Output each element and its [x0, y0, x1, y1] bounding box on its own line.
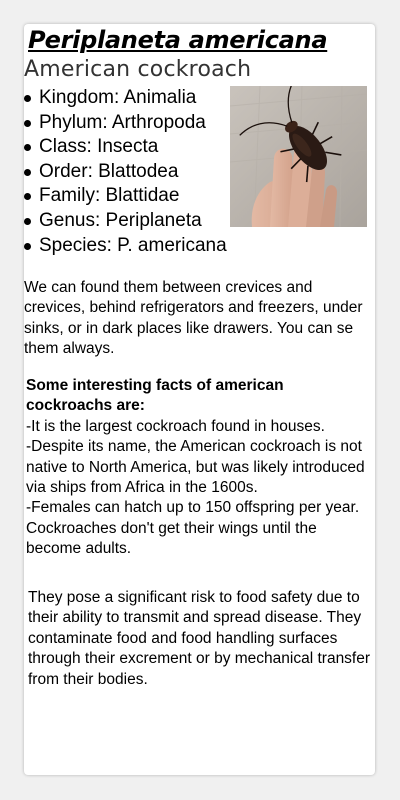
common-name-subtitle: American cockroach: [24, 57, 252, 82]
cockroach-photo: [230, 86, 367, 227]
taxonomy-genus: Genus: Periplaneta: [24, 209, 227, 234]
taxonomy-family: Family: Blattidae: [24, 184, 227, 209]
fact-item: -It is the largest cockroach found in houses.: [26, 417, 325, 435]
taxonomy-order: Order: Blattodea: [24, 160, 227, 185]
facts-section: [26, 376, 371, 560]
taxonomy-list: [24, 86, 227, 258]
taxonomy-kingdom: Kingdom: Animalia: [24, 86, 227, 111]
scientific-name-title: Periplaneta americana: [28, 26, 328, 54]
fact-item: -Despite its name, the American cockroach is not native to North America, but was likely introduced via ships from Africa in the 1600s.: [26, 438, 365, 497]
taxonomy-phylum: Phylum: Arthropoda: [24, 111, 227, 136]
info-card: [24, 24, 375, 775]
taxonomy-species: Species: P. americana: [24, 234, 227, 259]
habitat-paragraph: We can found them between crevices and crevices, behind refrigerators and freezers, under sinks, or in dark places like drawers. You can se them always.: [24, 279, 363, 358]
taxonomy-class: Class: Insecta: [24, 135, 227, 160]
facts-heading: Some interesting facts of american cockroachs are:: [26, 377, 284, 415]
fact-item: -Females can hatch up to 150 offspring per year. Cockroaches don't get their wings until the become adults.: [26, 499, 360, 558]
cockroach-on-finger-photo-icon: [230, 86, 367, 227]
risk-paragraph: They pose a significant risk to food safety due to their ability to transmit and spread disease. They contaminate food and food handling surfaces through their excrement or by mechanical transfer from their bodies.: [28, 589, 371, 688]
